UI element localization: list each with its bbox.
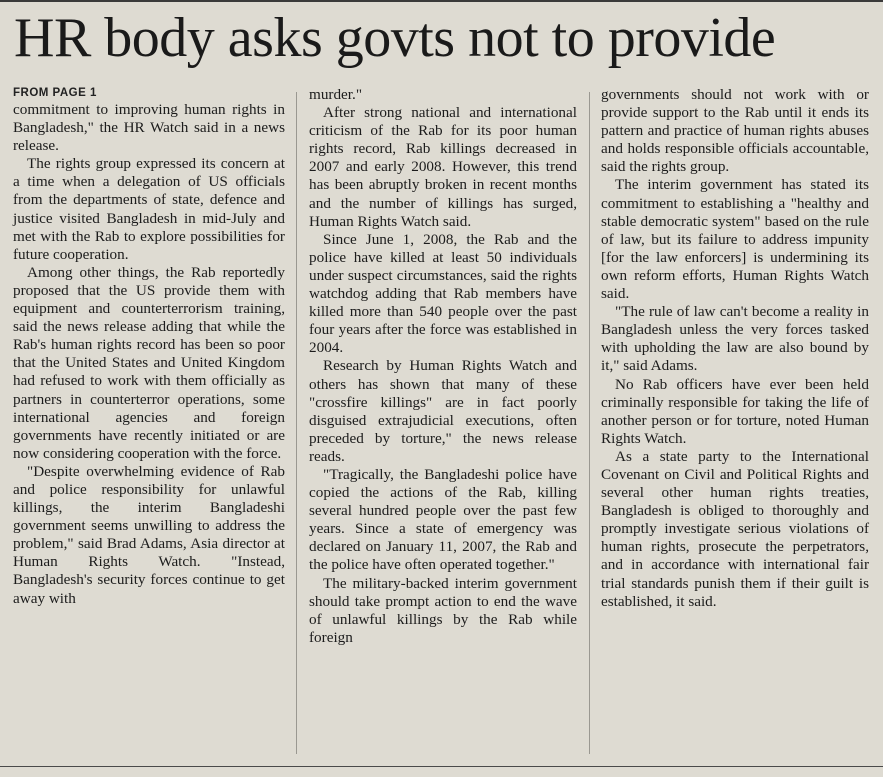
paragraph: "Tragically, the Bangladeshi police have copied the actions of the Rab, killing several hundred people over the past few years. Since a state of emergency was declared on January 11, 2007, the Rab and the police have often operated together.": [309, 465, 577, 574]
paragraph: Since June 1, 2008, the Rab and the police have killed at least 50 individuals under suspect circumstances, said the rights watchdog adding that Rab members have killed more than 540 people over the past four years after the force was established in 2004.: [309, 230, 577, 357]
paragraph: "The rule of law can't become a reality in Bangladesh unless the very forces tasked with upholding the law are also bound by it," said Adams.: [601, 303, 869, 375]
kicker: FROM PAGE 1: [13, 87, 97, 99]
column-divider: [296, 92, 297, 754]
paragraph: commitment to improving human rights in Bangladesh," the HR Watch said in a news release.: [13, 101, 285, 155]
paragraph: murder.": [309, 86, 363, 103]
headline: HR body asks govts not to provide: [14, 7, 776, 69]
paragraph: governments should not work with or provide support to the Rab until it ends its pattern and practice of human rights abuses and holds responsible officials accountable, said the rights group.: [601, 86, 869, 176]
bottom-rule: [0, 766, 883, 767]
paragraph: The rights group expressed its concern at a time when a delegation of US officials from the departments of state, defence and justice visited Bangladesh in mid-July and met with the Rab to explore possibilities for future cooperation.: [13, 155, 285, 263]
paragraph: Research by Human Rights Watch and others has shown that many of these "crossfire killings" are in fact poorly disguised extrajudicial executions, often preceded by torture," the news release reads.: [309, 357, 577, 465]
paragraph: After strong national and international criticism of the Rab for its poor human rights record, Rab killings decreased in 2007 and early 2008. However, this trend has been abruptly broken in recent months and the number of killings has surged, Human Rights Watch said.: [309, 104, 577, 230]
column-3: [601, 86, 869, 611]
paragraph: Among other things, the Rab reportedly proposed that the US provide them with equipment and counterterrorism training, said the news release adding that while the Rab's human rights record has been so poor that the United States and United Kingdom had refused to work with them officially as partners in counterterror operations, some international agencies and foreign governments have recently initiated or are now considering cooperation with the force.: [13, 263, 285, 462]
paragraph: As a state party to the International Covenant on Civil and Political Rights and several other human rights treaties, Bangladesh is obliged to thoroughly and promptly investigate serious violations of human rights, prosecute the perpetrators, and in accordance with international fair trial standards punish them if their guilt is established, it said.: [601, 447, 869, 610]
paragraph: "Despite overwhelming evidence of Rab and police responsibility for unlawful killings, the interim Bangladeshi government seems unwilling to address the problem," said Brad Adams, Asia director at Human Rights Watch. "Instead, Bangladesh's security forces continue to get away with: [13, 462, 285, 607]
column-1: [13, 86, 285, 608]
paragraph: No Rab officers have ever been held criminally responsible for taking the life of another person or for torture, noted Human Rights Watch.: [601, 375, 869, 447]
column-divider: [589, 92, 590, 754]
paragraph: The interim government has stated its commitment to establishing a "healthy and stable democratic system" based on the rule of law, but its failure to address impunity [for the law enforcers] is undermining its own reform efforts, Human Rights Watch said.: [601, 176, 869, 303]
column-2: [309, 86, 577, 647]
paragraph: The military-backed interim government should take prompt action to end the wave of unlawful killings by the Rab while foreign: [309, 574, 577, 646]
